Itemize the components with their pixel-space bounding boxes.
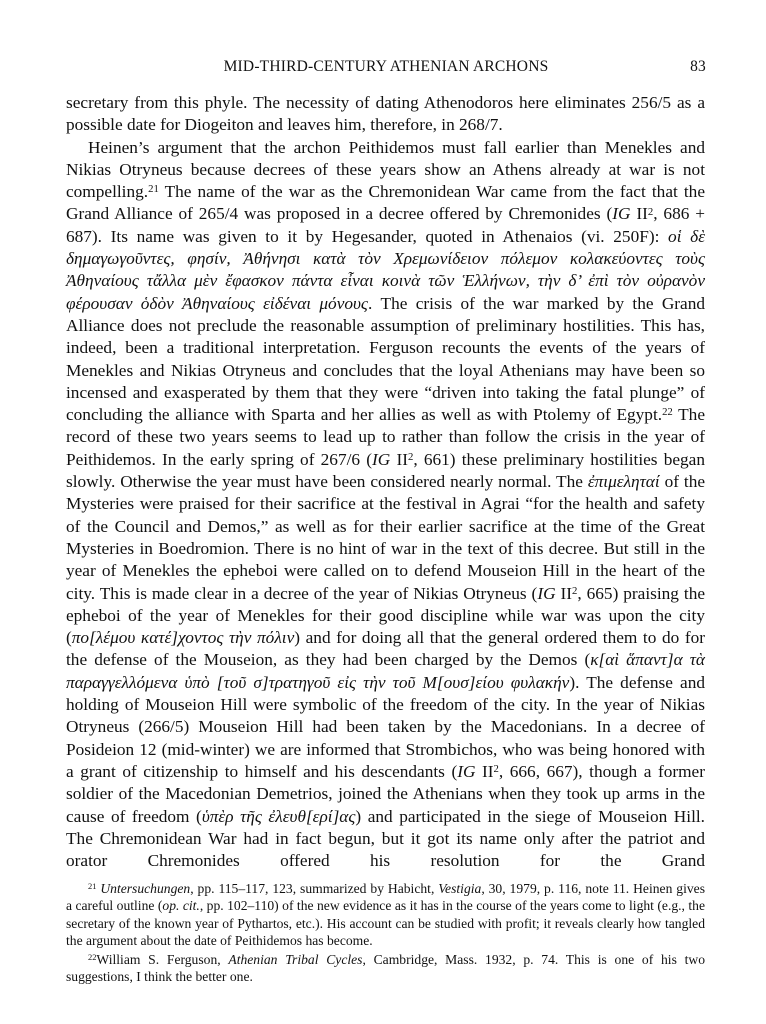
greek-quotation-war: πο[λέμου κατέ]χοντος τὴν πόλιν xyxy=(71,628,295,648)
footnote-ref-21[interactable]: 21 xyxy=(148,183,159,196)
greek-quotation-freedom: ὑπὲρ τῆς ἐλευθ[ερί]ας xyxy=(201,806,356,826)
page-number: 83 xyxy=(690,58,706,75)
paragraph-continuation: secretary from this phyle. The necessity of dating Athenodoros here eliminates 256/5 as a possible date for Diogeiton and leaves him, therefore, in 268/7. xyxy=(66,93,705,135)
footnote-21: $^{21}$ Untersuchungen, pp. 115–117, 123, summarized by Habicht, Vestigia, 30, 1979, p. 116, note 11. Heinen gives a careful outline (op. cit., pp. 102–110) of the new evidence as it has in the course of the years come to light (e.g., the secretary of the known year of Pythartos, etc.). His account can be studied with profit; it reveals clearly how tangled the argument about the date of Peithidemos has become. xyxy=(66,881,705,949)
footnote-ref-22[interactable]: 22 xyxy=(662,406,673,419)
footnote-22: $^{22}$William S. Ferguson, Athenian Tribal Cycles, Cambridge, Mass. 1932, p. 74. This is one of his two suggestions, I think the better one. xyxy=(66,951,706,985)
footnote-mark-21: 21 xyxy=(88,881,97,892)
main-text xyxy=(66,92,705,872)
greek-quotation-orders: κ[αὶ ἅπαντ]α τὰ παραγγελλόμενα ὑπὸ [τοῦ σ]τρατηγοῦ εἰς τὴν τοῦ Μ[ουσ]είου φυλακήν xyxy=(66,650,705,692)
paragraph-heinen-argument: Heinen’s argument that the archon Peithidemos must fall earlier than Menekles and Nikias Otryneus because decrees of these years show an Athens already at war is not compelling.$^{21}$ The name of the war as the Chremonidean War came from the fact that the Grand Alliance of 265/4 was proposed in a decree offered by Chremonides (IG $II^2$, 686 + 687). Its name was given to it by Hegesander, quoted in Athenaios (vi. 250F): οἱ δὲ δημαγωγοῦντες, φησίν, Ἀθήνησι κατὰ τὸν Χρεμωνίδειον πόλεμον κολακεύοντες τοὺς Ἀθηναίους τἄλλα μὲν ἔφασκον πάντα εἶναι κοινὰ τῶν Ἑλλήνων, τὴν δ’ ἐπὶ τὸν οὐρανὸν φέρουσαν ὁδὸν Ἀθηναίους εἰδέναι μόνους. The crisis of the war marked by the Grand Alliance does not preclude the reasonable assumption of preliminary hostilities. This has, indeed, been a traditional interpretation. Ferguson recounts the events of the years of Menekles and Nikias Otryneus and concludes that the loyal Athenians may have been so incensed and exasperated by them that they were “driven into taking the fatal plunge” of concluding the alliance with Sparta and her allies as well as with Ptolemy of Egypt.$^{22}$ The record of these two years seems to lead up to rather than follow the crisis in the year of Peithidemos. In the early spring of 267/6 (IG $II^2$, 661) these preliminary hostilities began slowly. Otherwise the year must have been considered nearly normal. The ἐπιμεληταί of the Mysteries were praised for their sacrifice at the festival in Agrai “for the health and safety of the Council and Demos,” as well as for their earlier sacrifice at the time of the Great Mysteries in Boedromion. There is no hint of war in the text of this decree. But still in the year of Menekles the epheboi were called on to defend Mouseion Hill in the heart of the city. This is made clear in a decree of the year of Nikias Otryneus (IG $II^2$, 665) praising the epheboi of the year of Menekles for their good discipline while war was upon the city (πο[λέμου κατέ]χοντος τὴν πόλιν) and for doing all that the general ordered them to do for the defense of the Mouseion, as they had been charged by the Demos (κ[αὶ ἅπαντ]α τὰ παραγγελλόμενα ὑπὸ [τοῦ σ]τρατηγοῦ εἰς τὴν τοῦ Μ[ουσ]είου φυλακήν). The defense and holding of Mouseion Hill were symbolic of the freedom of the city. In the year of Nikias Otryneus (266/5) Mouseion Hill had been taken by the Macedonians. In a decree of Posideion 12 (mid-winter) we are informed that Strombichos, who was being honored with a grant of citizenship to himself and his descendants (IG $II^2$, 666, 667), though a former soldier of the Macedonian Demetrios, joined the Athenians when they took up arms in the cause of freedom (ὑπὲρ τῆς ἐλευθ[ερί]ας) and participated in the siege of Mouseion Hill. The Chremonidean War had in fact begun, but it got its name only after the patriot and orator Chremonides offered his resolution for the Grand xyxy=(66,137,706,871)
greek-term-epimeletai: ἐπιμεληταί xyxy=(587,472,660,492)
footnote-mark-22: 22 xyxy=(88,951,97,962)
running-title: MID-THIRD-CENTURY ATHENIAN ARCHONS xyxy=(223,58,549,75)
greek-quotation-hegesander: οἱ δὲ δημαγωγοῦντες, φησίν, Ἀθήνησι κατὰ τὸν Χρεμωνίδειον πόλεμον κολακεύοντες τοὺς Ἀθηναίους τἄλλα μὲν ἔφασκον πάντα εἶναι κοινὰ τῶν Ἑλλήνων, τὴν δ’ ἐπὶ τὸν οὐρανὸν φέρουσαν ὁδὸν Ἀθηναίους εἰδέναι μόνους xyxy=(66,226,705,313)
footnotes xyxy=(66,880,705,985)
running-header xyxy=(66,58,706,78)
